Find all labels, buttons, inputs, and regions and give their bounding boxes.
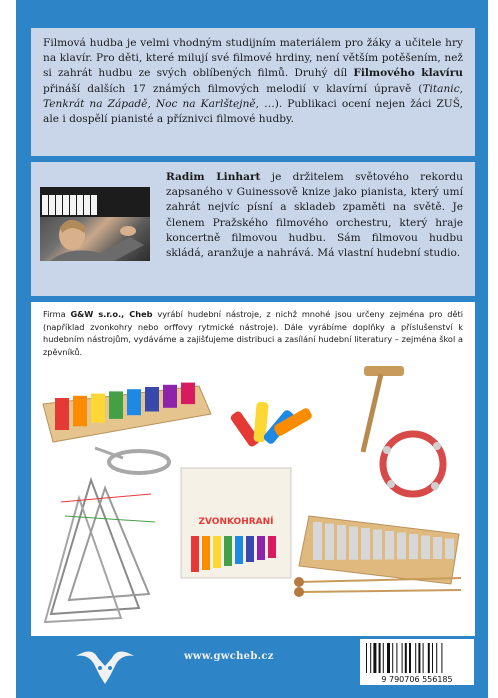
instrument-bar	[55, 398, 69, 430]
instrument-bar	[313, 522, 322, 560]
barcode-stripe	[418, 643, 420, 673]
instrument-bar	[109, 391, 123, 419]
instrument-bar	[385, 531, 394, 559]
author-name: Radim Linhart	[166, 171, 261, 183]
instrument-bar	[361, 528, 370, 560]
instrument-bar	[163, 385, 177, 408]
instrument-bar	[433, 537, 442, 559]
instrument-bar	[145, 387, 159, 412]
barcode-stripe	[423, 643, 424, 673]
company-text: Firma G&W s.r.o., Cheb vyrábí hudební nástroje, z nichž mnohé jsou určeny zejména pro děti (například zvonkohry nebo orffovy rytmické nástroje). Dále vyrábíme doplňky a příslušenství k hudebním nástrojům, vydáváme a zajišťujeme distribuci a zasílání hudební literatury – zejména škol a zpěvníků.	[43, 309, 463, 357]
instrument-bar	[268, 536, 276, 558]
barcode-stripe	[387, 643, 390, 673]
book-title: Filmového klavíru	[353, 67, 463, 80]
zvonkohrani-book-icon	[181, 468, 291, 578]
barcode-stripe	[392, 643, 393, 673]
instrument-bar	[337, 525, 346, 560]
company-logo-icon	[74, 646, 136, 690]
barcode-stripe	[405, 643, 407, 673]
instrument-bar	[421, 536, 430, 560]
website-url[interactable]: www.gwcheb.cz	[184, 651, 274, 662]
barcode-stripe	[432, 643, 433, 673]
instrument-bar	[202, 536, 210, 570]
barcode-stripe	[415, 643, 416, 673]
back-cover	[16, 0, 488, 698]
author-bio: Radim Linhart je držitelem světového rekordu zapsaného v Guinessově knize jako pianista, který umí zahrát nejvíc písní a skladeb zpaměti na světě. Je členem Pražského filmového orchestru, který hraje koncertně filmovou hudbu. Sám filmovou hudbu skládá, aranžuje a nahrává. Má vlastní hudební studio.	[166, 171, 463, 260]
instrument-bar	[349, 527, 358, 560]
kazoo-icon	[229, 402, 313, 448]
company-name: G&W s.r.o., Cheb	[70, 309, 153, 319]
description-panel	[31, 28, 475, 156]
barcode-stripe	[428, 643, 430, 673]
instrument-bar	[445, 539, 454, 559]
isbn-number: 9 790706 556185	[381, 675, 453, 684]
barcode-stripe	[402, 643, 403, 673]
instrument-bar	[397, 533, 406, 560]
barcode-stripe	[383, 643, 384, 673]
author-photo	[40, 187, 150, 261]
barcode-stripe	[379, 643, 381, 673]
company-panel	[31, 302, 475, 636]
instrument-bar	[235, 536, 243, 564]
author-panel	[31, 162, 475, 296]
instrument-bar	[181, 383, 195, 405]
instrument-bar	[73, 396, 87, 427]
barcode-stripe	[436, 643, 437, 673]
instrument-bar	[409, 534, 418, 559]
barcode-stripe	[441, 643, 442, 673]
film-list: Titanic, Tenkrát na Západě, Noc na Karlštejně, …	[43, 82, 463, 110]
metallophone-icon	[299, 516, 459, 584]
barcode-stripe	[370, 643, 371, 673]
description-text: Filmová hudba je velmi vhodným studijním materiálem pro žáky a učitele hry na klavír. Pro děti, které milují své filmové hrdiny, není větším potěšením, než si zahrát hudbu ze svých oblíbených filmů. Druhý díl Filmového klavíru přináší dalších 17 známých filmových melodií v klavírní úpravě (Titanic, Tenkrát na Západě, Noc na Karlštejně, …). Publikaci ocení nejen žáci ZUŠ, ale i dospělí pianisté a příznivci filmové hudby.	[43, 37, 463, 126]
jaw-harp-icon	[95, 448, 169, 473]
isbn-barcode	[360, 639, 474, 685]
barcode-stripe	[409, 643, 411, 673]
triangle-icon	[45, 480, 155, 622]
barcode-stripe	[373, 643, 376, 673]
instrument-bar	[224, 536, 232, 566]
tambourine-icon	[383, 434, 443, 494]
instrument-bar	[127, 389, 141, 415]
svg-text:ZVONKOHRANÍ: ZVONKOHRANÍ	[198, 517, 274, 527]
barcode-stripe	[366, 643, 367, 673]
instrument-bar	[246, 536, 254, 562]
instrument-bar	[373, 530, 382, 560]
barcode-stripe	[396, 643, 397, 673]
instruments-illustration	[31, 302, 475, 636]
xylophone-icon	[43, 383, 211, 442]
instrument-bar	[191, 536, 199, 572]
instrument-bar	[213, 536, 221, 568]
instrument-bar	[91, 394, 105, 423]
instrument-bar	[257, 536, 265, 560]
instrument-bar	[325, 524, 334, 560]
